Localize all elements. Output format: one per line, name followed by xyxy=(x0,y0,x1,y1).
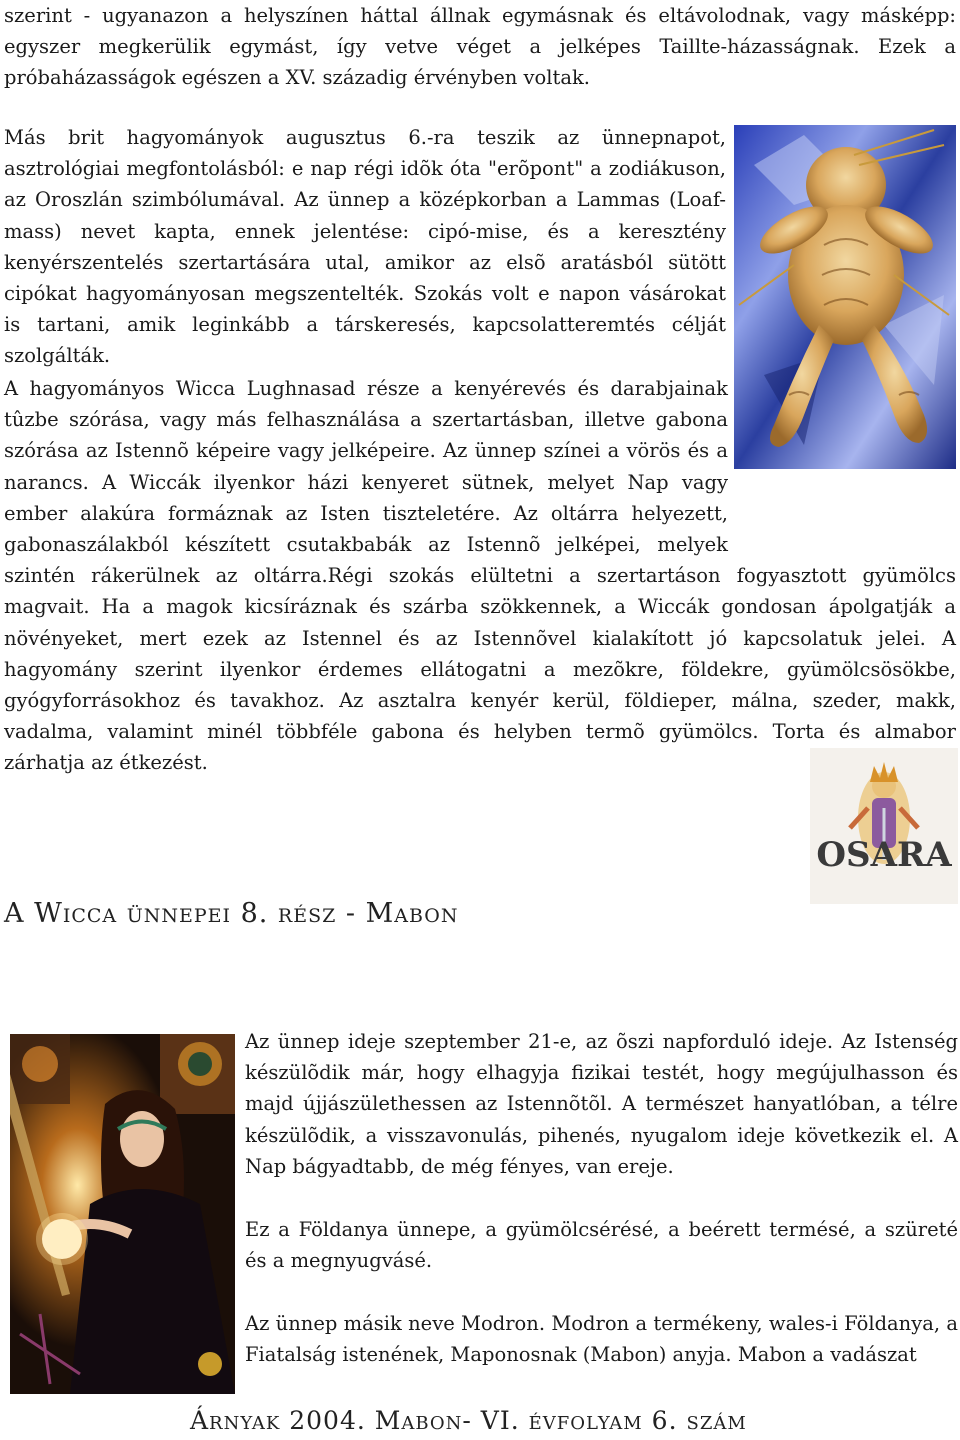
paragraph-2: Más brit hagyományok augusztus 6.-ra teszik az ünnepnapot, asztrológiai megfontolásból: e nap régi idõk óta "erõpont" a zodiákuson, az Oroszlán szimbólumával. Az ünnep a középkorban a Lammas (Loaf-mass) nevet kapta, ennek jelentése: cipó-mise, és a keresztény kenyérszentelés szertartására utal, amikor az elsõ aratásból sütött cipókat hagyományosan megszentelték. Szokás volt e napon vásárokat is tartani, amik leginkább a társkeresés, kapcsolatteremtés célját szolgálták. xyxy=(4,126,726,368)
osara-logo-image xyxy=(810,748,958,904)
paragraph-3-block xyxy=(4,373,956,779)
section-heading: A Wicca ünnepei 8. rész - Mabon xyxy=(4,898,459,929)
page-footer: Árnyak 2004. Mabon- VI. évfolyam 6. szám xyxy=(190,1406,747,1435)
paragraph-6: Az ünnep másik neve Modron. Modron a termékeny, wales-i Földanya, a Fiatalság istenének, Maponosnak (Mabon) anyja. Mabon a vadászat xyxy=(245,1312,958,1367)
paragraph-4: Az ünnep ideje szeptember 21-e, az õszi napforduló ideje. Az Istenség készülõdik már, hogy elhagyja fizikai testét, hogy megújulhasson és majd újjászülethessen az Istennõtõl. A természet hanyatlóban, a télre készülõdik, a visszavonulás, pihenés, nyugalom ideje következik el. A Nap bágyadtabb, de még fényes, van ereje. xyxy=(245,1030,958,1178)
float-spacer xyxy=(728,373,956,533)
paragraph-1: szerint - ugyanazon a helyszínen háttal állnak egymásnak és eltávolodnak, vagy másképp: egyszer megkerülik egymást, így vetve véget a jelképes Taillte-házasságnak. Ezek a próbaházasságok egészen a XV. századig érvényben voltak. xyxy=(4,4,956,90)
witch-with-crystal-ball-image xyxy=(10,1034,235,1394)
osara-logo-text: OSARA xyxy=(816,835,952,875)
paragraph-5: Ez a Földanya ünnepe, a gyümölcsérésé, a beérett termésé, a szüreté és a megnyugvásé. xyxy=(245,1218,958,1273)
paragraph-3: A hagyományos Wicca Lughnasad része a kenyérevés és darabjainak tûzbe szórása, vagy más felhasználása a szertartásban, illetve gabona szórása az Istennõ képeire vagy jelképeire. Az ünnep színei a vörös és a narancs. A Wiccák ilyenkor házi kenyeret sütnek, melyet Nap vagy ember alakúra formáznak az Isten tiszteletére. Az oltárra helyezett, gabonaszálakból készített csutakbabák az Istennõ jelképei, melyek szintén rákerülnek az oltárra.Régi szokás elültetni a szertartáson fogyasztott gyümölcs magvait. Ha a magok kicsíráznak és szárba szökkennek, a Wiccák gondosan ápolgatják a növényeket, mert ezek az Istennel és az Istennõvel kialakított jó kapcsolatuk jelei. A hagyomány szerint ilyenkor érdemes ellátogatni a mezõkre, földekre, gyümölcsösökbe, gyógyforrásokhoz és tavakhoz. Az asztalra kenyér kerül, földieper, málna, szeder, makk, vadalma, valamint minél többféle gabona és helyben termõ gyümölcs. Torta és almabor zárhatja az étkezést. xyxy=(4,377,956,775)
